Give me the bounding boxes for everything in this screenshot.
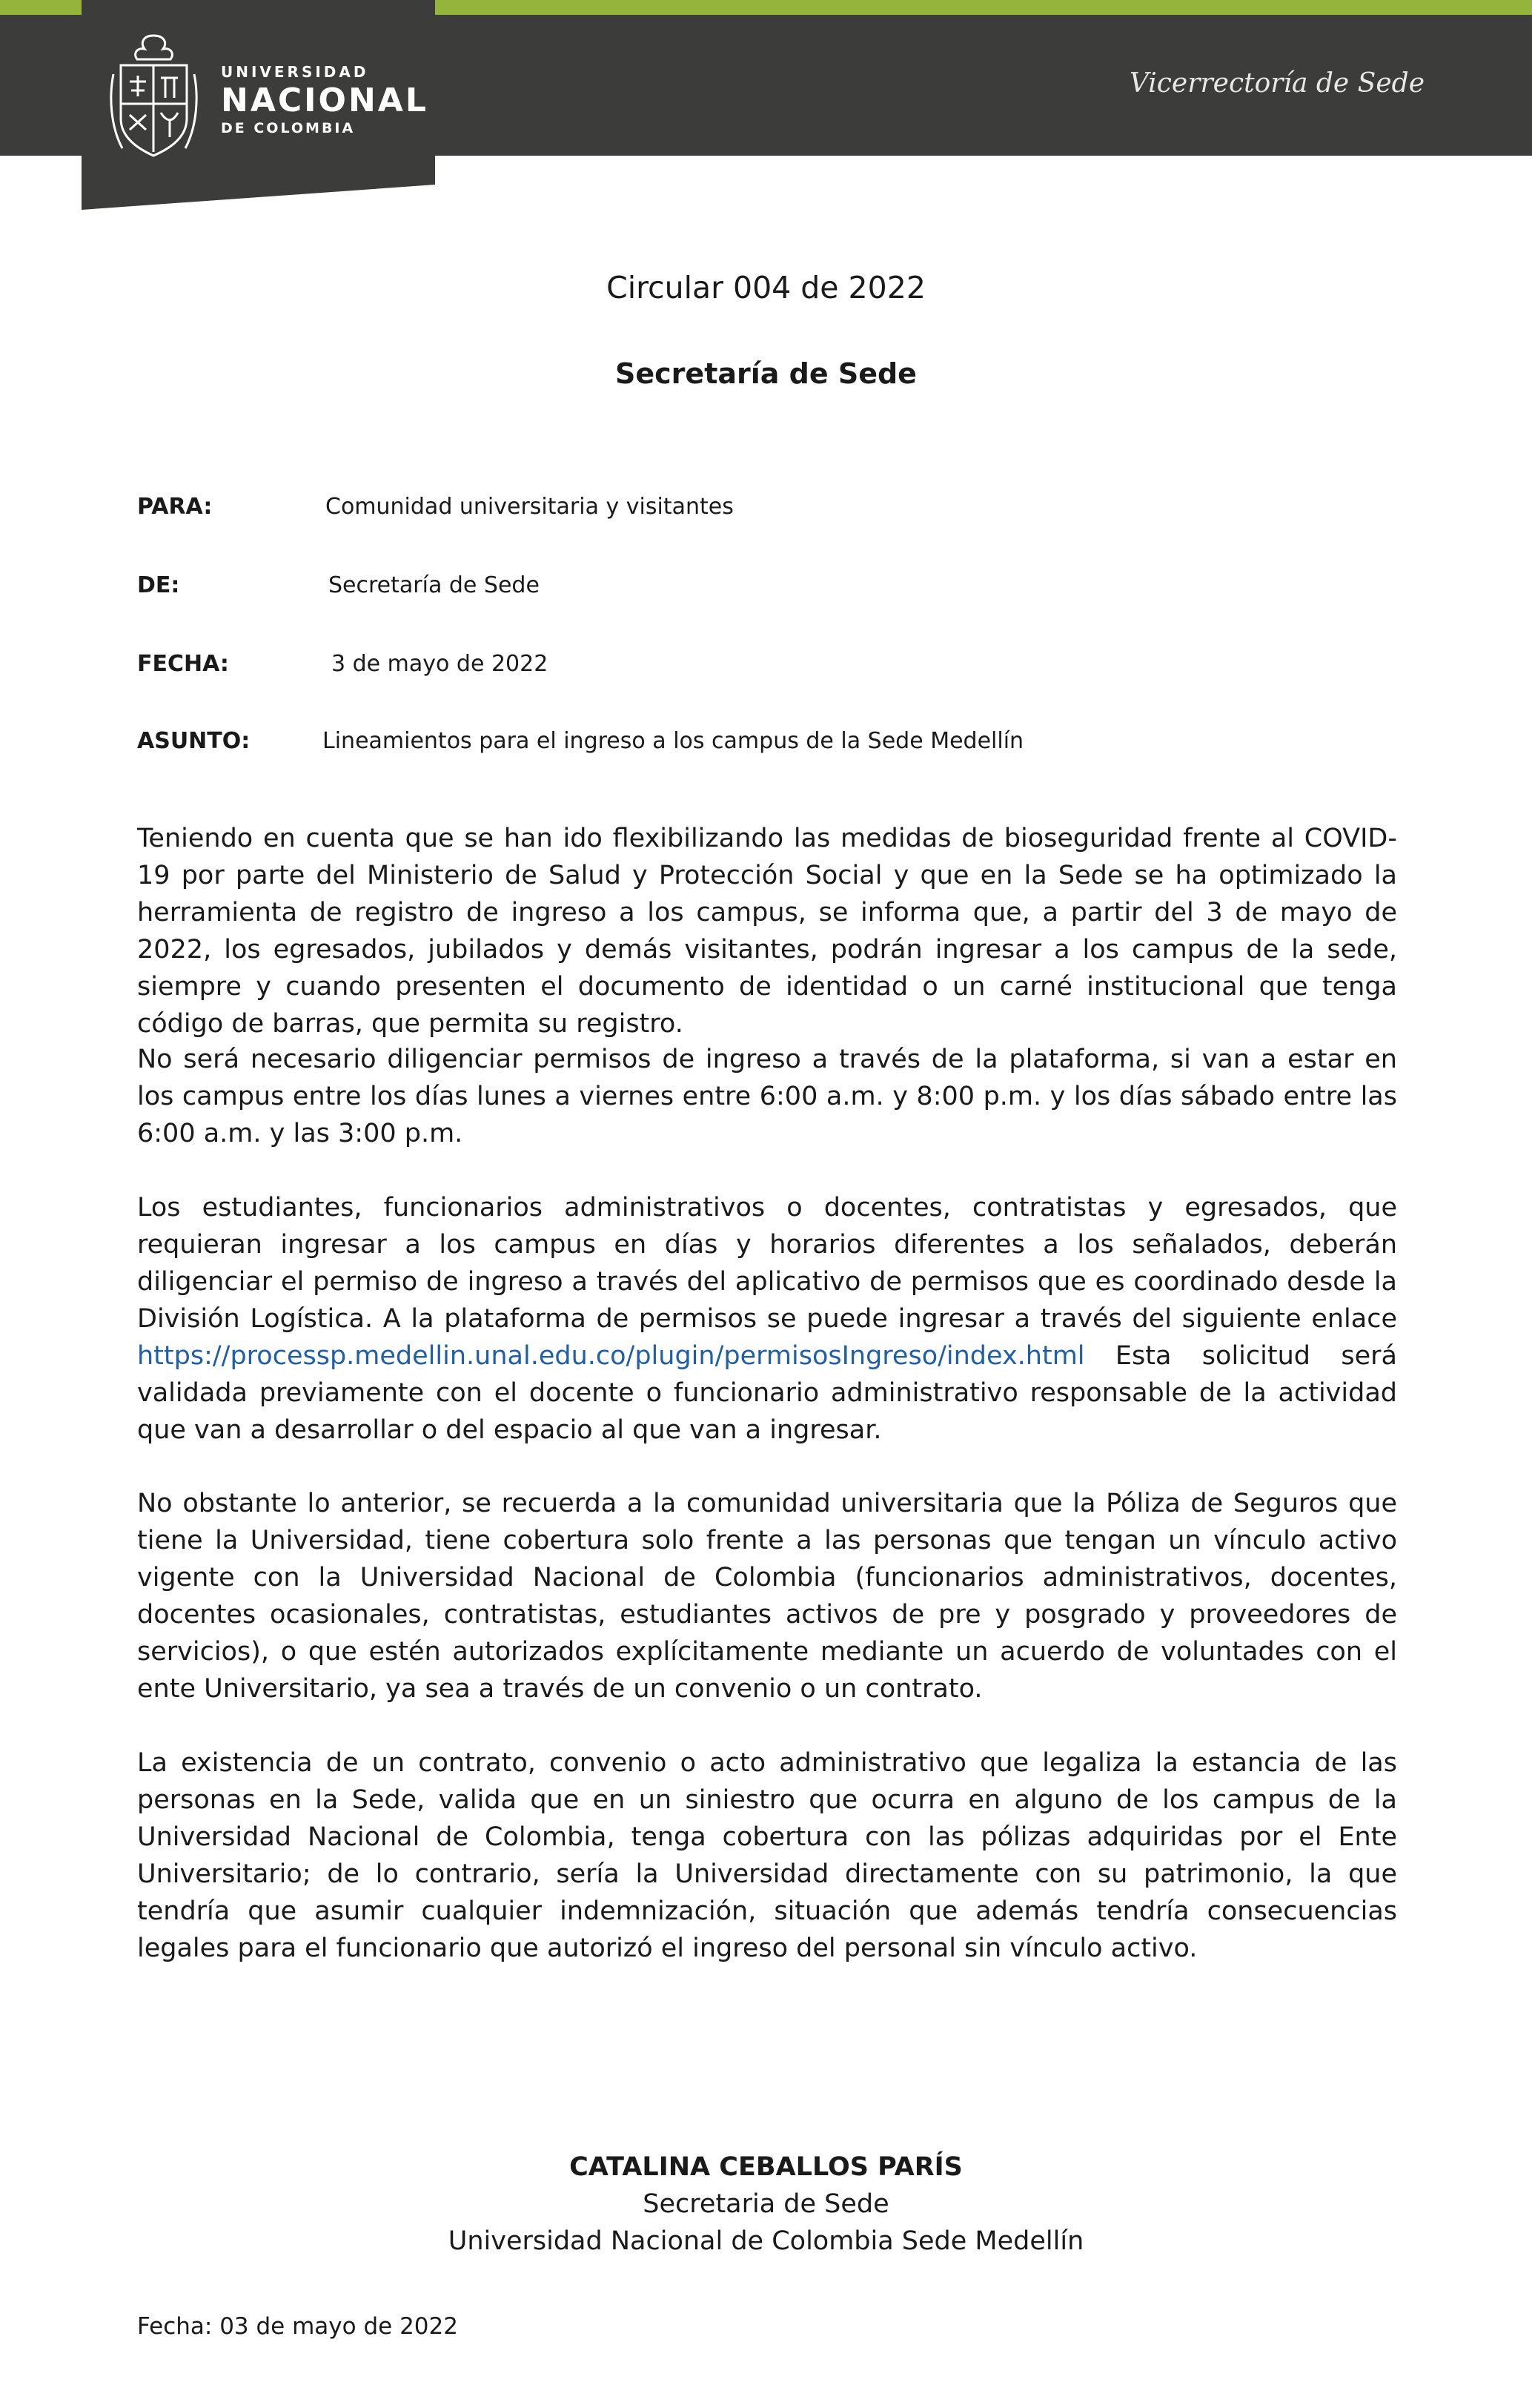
logo-line-nacional: NACIONAL — [221, 82, 428, 119]
footer-date: Fecha: 03 de mayo de 2022 — [137, 2313, 458, 2340]
paragraph-1 — [137, 820, 1397, 1042]
paragraph-text-part: Los estudiantes, funcionarios administrativos o docentes, contratistas y egresados, que requieran ingresar a los campus en días y horarios diferentes a los señalados, deberán diligenciar el permiso de ingreso a través del aplicativo de permisos que es coordinado desde la División Logística. A la plataforma de permisos se puede ingresar a través del siguiente enlace — [137, 1193, 1397, 1334]
signatory-role: Secretaria de Sede — [643, 2189, 889, 2219]
field-value: Lineamientos para el ingreso a los campus de la Sede Medellín — [322, 728, 1024, 754]
field-label: PARA: — [137, 494, 213, 520]
paragraph-4 — [137, 1485, 1397, 1707]
paragraph-text: No será necesario diligenciar permisos de ingreso a través de la plataforma, si van a estar en los campus entre los días lunes a viernes entre 6:00 a.m. y 8:00 p.m. y los días sábado entre las 6:00 a.m. y las 3:00 p.m. — [137, 1045, 1397, 1148]
paragraph-text — [137, 1189, 1397, 1449]
field-label: ASUNTO: — [137, 728, 251, 754]
field-value: 3 de mayo de 2022 — [331, 651, 548, 677]
document-subtitle: Secretaría de Sede — [615, 357, 917, 390]
university-crest-icon — [107, 30, 200, 163]
logo-wordmark — [221, 64, 428, 136]
logo-line-universidad: UNIVERSIDAD — [221, 63, 369, 81]
signatory-institution: Universidad Nacional de Colombia Sede Medellín — [448, 2226, 1084, 2256]
paragraph-text-part: Esta solicitud será validada previamente con el docente o funcionario administrativo responsable de la actividad que van a desarrollar o del espacio al que van a ingresar. — [137, 1341, 1397, 1445]
paragraph-text: La existencia de un contrato, convenio o acto administrativo que legaliza la estancia de las personas en la Sede, valida que en un siniestro que ocurra en alguno de los campus de la Universidad Nacional de Colombia, tenga cobertura con las pólizas adquiridas por el Ente Universitario; de lo contrario, sería la Universidad directamente con su patrimonio, la que tendría que asumir cualquier indemnización, situación que además tendría consecuencias legales para el funcionario que autorizó el ingreso del personal sin vínculo activo. — [137, 1748, 1397, 1963]
field-value: Comunidad universitaria y visitantes — [325, 494, 734, 520]
paragraph-text: Teniendo en cuenta que se han ido flexibilizando las medidas de bioseguridad frente al COVID-19 por parte del Ministerio de Salud y Protección Social y que en la Sede se ha optimizado la herramienta de registro de ingreso a los campus, se informa que, a partir del 3 de mayo de 2022, los egresados, jubilados y demás visitantes, podrán ingresar a los campus de la sede, siempre y cuando presenten el documento de identidad o un carné institucional que tenga código de barras, que permita su registro. — [137, 824, 1397, 1039]
permits-link[interactable]: https://processp.medellin.unal.edu.co/plugin/permisosIngreso/index.html — [137, 1341, 1085, 1371]
document-title: Circular 004 de 2022 — [606, 270, 926, 305]
paragraph-text: No obstante lo anterior, se recuerda a la comunidad universitaria que la Póliza de Seguros que tiene la Universidad, tiene cobertura solo frente a las personas que tengan un vínculo activo vigente con la Universidad Nacional de Colombia (funcionarios administrativos, docentes, docentes ocasionales, contratistas, estudiantes activos de pre y posgrado y proveedores de servicios), o que estén autorizados explícitamente mediante un acuerdo de voluntades con el ente Universitario, ya sea a través de un convenio o un contrato. — [137, 1489, 1397, 1704]
field-label: FECHA: — [137, 651, 229, 677]
paragraph-3 — [137, 1189, 1397, 1449]
field-label: DE: — [137, 572, 180, 598]
field-value: Secretaría de Sede — [328, 572, 540, 598]
office-name: Vicerrectoría de Sede — [1129, 68, 1425, 99]
signatory-name: CATALINA CEBALLOS PARÍS — [569, 2152, 963, 2182]
logo-line-colombia: DE COLOMBIA — [221, 120, 356, 136]
signature-block — [0, 2149, 1532, 2260]
paragraph-2 — [137, 1041, 1397, 1152]
paragraph-5 — [137, 1744, 1397, 1967]
